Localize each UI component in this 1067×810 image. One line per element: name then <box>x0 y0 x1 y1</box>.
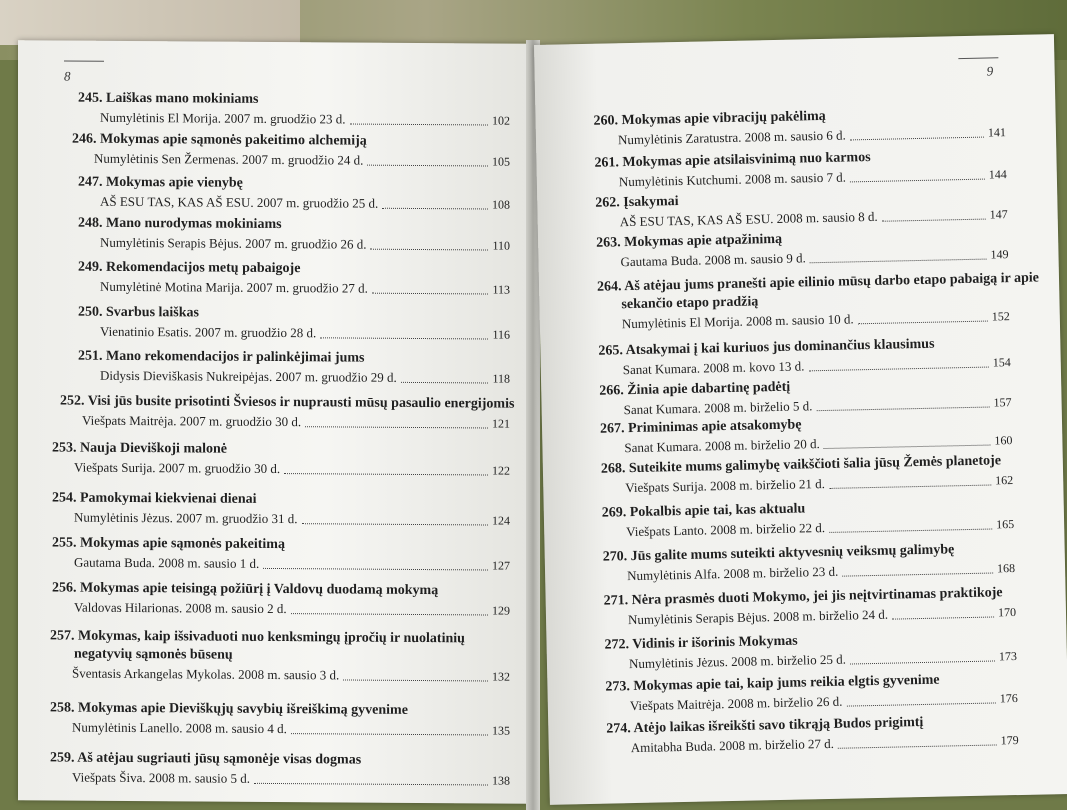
toc-entry-author: Viešpats Surija. 2007 m. gruodžio 30 d. <box>74 459 281 477</box>
toc-entry-page-number: 173 <box>998 649 1018 664</box>
dot-leader <box>401 382 489 384</box>
page-number-rule <box>64 61 104 62</box>
toc-entry-page-number: 152 <box>991 309 1010 324</box>
toc-entry-page-number: 127 <box>492 558 510 573</box>
toc-entry-page-number: 162 <box>995 473 1014 488</box>
dot-leader <box>846 702 995 706</box>
toc-entry-line <box>100 194 510 213</box>
toc-entry-title: 260. Mokymas apie vibracijų pakėlimą <box>593 108 826 129</box>
toc-entry-line <box>74 555 510 574</box>
toc-entry-author: AŠ ESU TAS, KAS AŠ ESU. 2007 m. gruodžio 25 d. <box>100 193 379 211</box>
toc-entry-title: 256. Mokymas apie teisingą požiūrį į Valdovų duodamą mokymą <box>52 580 439 599</box>
dot-leader <box>850 179 985 183</box>
toc-entry-title: 268. Suteikite mums galimybę vaikščioti šalia jūsų Žemės planetoje <box>600 453 1002 477</box>
toc-entry-author: Numylėtinis Lanello. 2008 m. sausio 4 d. <box>72 719 287 737</box>
toc-entry-title: 262. Įsakymai <box>595 194 679 211</box>
toc-entry-page-number: 113 <box>492 282 510 297</box>
toc-entry-page-number: 160 <box>994 433 1013 448</box>
toc-entry-author: Sanat Kumara. 2008 m. birželio 5 d. <box>623 398 813 418</box>
toc-entry-title: 257. Mokymas, kaip išsivaduoti nuo kenksmingų įpročių ir nuolatinių <box>50 628 465 647</box>
toc-entry-page-number: 138 <box>492 773 510 788</box>
toc-entry-page-number: 124 <box>492 513 510 528</box>
dot-leader <box>263 568 488 571</box>
toc-entry-page-number: 144 <box>988 167 1007 182</box>
toc-entry-author: Numylėtinė Motina Marija. 2007 m. gruodžio 27 d. <box>100 278 368 296</box>
dot-leader <box>850 137 984 141</box>
toc-entry-title: 270. Jūs galite mums suteikti aktyvesnių veiksmų galimybę <box>602 542 955 565</box>
dot-leader <box>343 679 488 681</box>
toc-entry-line <box>74 600 510 619</box>
toc-entry-line <box>74 510 510 529</box>
dot-leader <box>829 485 991 489</box>
dot-leader <box>320 337 488 339</box>
dot-leader <box>838 744 997 748</box>
toc-entry-line <box>94 151 510 170</box>
toc-entry-page-number: 118 <box>492 371 510 386</box>
dot-leader <box>367 165 488 167</box>
toc-entry-title: 259. Aš atėjau sugriauti jūsų sąmonėje visas dogmas <box>50 750 362 768</box>
toc-entry-author: Viešpats Šiva. 2008 m. sausio 5 d. <box>72 769 250 786</box>
toc-entry-title: 249. Rekomendacijos metų pabaigoje <box>78 259 301 277</box>
toc-entry-page-number: 122 <box>492 463 510 478</box>
toc-entry-title: 272. Vidinis ir išorinis Mokymas <box>604 633 798 653</box>
toc-entry-page-number: 105 <box>492 154 510 169</box>
toc-entry-line <box>100 368 510 387</box>
dot-leader <box>817 407 990 412</box>
toc-entry-page-number: 132 <box>492 669 510 684</box>
toc-entry-author: Numylėtinis Kutchumi. 2008 m. sausio 7 d. <box>618 169 847 190</box>
toc-entry-page-number: 129 <box>492 603 510 618</box>
toc-entry-author: Šventasis Arkangelas Mykolas. 2008 m. sausio 3 d. <box>72 665 340 683</box>
toc-entry-author: Valdovas Hilarionas. 2008 m. sausio 2 d. <box>74 599 287 617</box>
page-number: 9 <box>986 63 994 79</box>
toc-entry-page-number: 102 <box>492 113 510 128</box>
toc-entry-page-number: 149 <box>990 247 1009 262</box>
toc-entry-line <box>100 110 510 129</box>
toc-entry-page-number: 157 <box>993 395 1012 410</box>
toc-entry-author: Viešpats Maitrėja. 2007 m. gruodžio 30 d. <box>82 412 302 430</box>
toc-entry-page-number: 135 <box>492 723 510 738</box>
toc-entry-line <box>72 666 510 685</box>
toc-entry-page-number: 121 <box>492 416 510 431</box>
toc-entry-author: Numylėtinis El Morija. 2008 m. sausio 10 d. <box>621 311 854 332</box>
toc-entry-author: Numylėtinis Jėzus. 2008 m. birželio 25 d. <box>628 651 847 672</box>
toc-entry-author: Vienatinio Esatis. 2007 m. gruodžio 28 d. <box>100 323 317 341</box>
toc-entry-author: Viešpats Surija. 2008 m. birželio 21 d. <box>625 476 826 496</box>
toc-entry-title: 253. Nauja Dieviškoji malonė <box>52 440 227 457</box>
toc-entry-title: 269. Pokalbis apie tai, kas aktualu <box>601 501 806 521</box>
toc-entry-author: Amitabha Buda. 2008 m. birželio 27 d. <box>630 735 835 756</box>
toc-entry-title: 267. Priminimas apie atsakomybę <box>599 417 802 437</box>
toc-entry-author: Sanat Kumara. 2008 m. birželio 20 d. <box>624 436 820 456</box>
toc-entry-title: 246. Mokymas apie sąmonės pakeitimo alchemiją <box>72 131 367 149</box>
dot-leader <box>808 367 988 372</box>
toc-entry-title: 273. Mokymas apie tai, kaip jums reikia elgtis gyvenime <box>605 672 940 695</box>
toc-entry-page-number: 154 <box>992 355 1011 370</box>
dot-leader <box>850 660 995 664</box>
dot-leader <box>858 321 988 325</box>
toc-entry-line <box>100 235 510 254</box>
page-number-rule <box>958 57 998 59</box>
dot-leader <box>284 473 488 475</box>
toc-entry-page-number: 116 <box>492 327 510 342</box>
dot-leader <box>305 426 488 428</box>
dot-leader <box>291 733 488 735</box>
dot-leader <box>291 613 488 615</box>
toc-entry-title: 245. Laiškas mano mokiniams <box>78 90 259 107</box>
dot-leader <box>370 249 488 251</box>
toc-entry-author: AŠ ESU TAS, KAS AŠ ESU. 2008 m. sausio 8 d. <box>619 208 878 230</box>
toc-entry-page-number: 147 <box>989 207 1008 222</box>
toc-entry-title: 251. Mano rekomendacijos ir palinkėjimai jums <box>78 348 365 366</box>
toc-entry-author: Didysis Dieviškasis Nukreipėjas. 2007 m. gruodžio 29 d. <box>100 367 397 385</box>
toc-entry-page-number: 179 <box>1000 733 1019 748</box>
toc-entry-page-number: 108 <box>492 197 510 212</box>
toc-entry-author: Numylėtinis Jėzus. 2007 m. gruodžio 31 d. <box>74 509 298 527</box>
toc-entry-title: 265. Atsakymai į kai kuriuos jus dominančius klausimus <box>598 336 935 359</box>
toc-entry-title: 250. Svarbus laiškas <box>78 304 199 321</box>
toc-entry-page-number: 176 <box>999 691 1018 706</box>
toc-entry-line <box>82 413 510 432</box>
dot-leader <box>810 259 987 264</box>
toc-entry-author: Numylėtinis El Morija. 2007 m. gruodžio 23 d. <box>100 109 346 127</box>
dot-leader <box>882 219 986 222</box>
dot-leader <box>842 573 993 577</box>
toc-entry-title: 255. Mokymas apie sąmonės pakeitimą <box>52 535 285 553</box>
toc-entry-title: 264. Aš atėjau jums pranešti apie eilinio mūsų darbo etapo pabaigą ir apie <box>596 270 1040 295</box>
toc-entry-author: Numylėtinis Alfa. 2008 m. birželio 23 d. <box>626 563 839 584</box>
page-number: 8 <box>64 68 71 84</box>
toc-entry-line <box>72 720 510 739</box>
toc-entry-author: Numylėtinis Serapis Bėjus. 2008 m. birželio 24 d. <box>627 606 889 628</box>
toc-entry-title: 266. Žinia apie dabartinę padėtį <box>599 379 791 399</box>
toc-entry-title: 261. Mokymas apie atsilaisvinimą nuo karmos <box>594 149 871 171</box>
left-page <box>18 40 531 804</box>
toc-entry-page-number: 168 <box>996 561 1016 576</box>
toc-entry-page-number: 141 <box>987 125 1007 140</box>
toc-entry-author: Numylėtinis Sen Žermenas. 2007 m. gruodžio 24 d. <box>94 150 364 168</box>
dot-leader <box>254 783 488 786</box>
toc-entry-title: 254. Pamokymai kiekvienai dienai <box>52 490 257 507</box>
toc-entry-title: 263. Mokymas apie atpažinimą <box>596 231 783 251</box>
toc-entry-line <box>100 279 510 298</box>
toc-entry-page-number: 170 <box>997 605 1017 620</box>
background-table <box>0 0 300 45</box>
dot-leader <box>350 124 488 126</box>
dot-leader <box>824 445 991 449</box>
toc-entry-title: 248. Mano nurodymas mokiniams <box>78 215 282 233</box>
toc-entry-title-continued: negatyvių sąmonės būsenų <box>74 646 233 663</box>
right-page <box>534 34 1067 805</box>
dot-leader <box>829 529 992 533</box>
toc-entry-line <box>100 324 510 343</box>
toc-entry-author: Viešpats Lanto. 2008 m. birželio 22 d. <box>626 520 826 540</box>
toc-entry-author: Numylėtinis Serapis Bėjus. 2007 m. gruodžio 26 d. <box>100 234 367 252</box>
dot-leader <box>892 616 994 619</box>
toc-entry-title: 258. Mokymas apie Dieviškųjų savybių išreiškimą gyvenime <box>50 700 408 718</box>
toc-entry-page-number: 110 <box>492 238 510 253</box>
toc-entry-author: Sanat Kumara. 2008 m. kovo 13 d. <box>622 358 805 378</box>
toc-entry-page-number: 165 <box>995 517 1015 532</box>
toc-entry-title-continued: sekančio etapo pradžią <box>621 294 759 313</box>
toc-entry-author: Gautama Buda. 2008 m. sausio 9 d. <box>620 250 806 270</box>
toc-entry-title: 247. Mokymas apie vienybę <box>78 174 243 191</box>
dot-leader <box>302 523 488 525</box>
toc-entry-title: 274. Atėjo laikas išreikšti savo tikrąją Budos prigimtį <box>606 714 924 737</box>
toc-entry-title: 271. Nėra prasmės duoti Mokymo, jei jis neįtvirtinamas praktikoje <box>603 585 1003 609</box>
toc-entry-author: Gautama Buda. 2008 m. sausio 1 d. <box>74 554 260 571</box>
dot-leader <box>382 208 488 210</box>
toc-entry-author: Numylėtinis Zaratustra. 2008 m. sausio 6 d. <box>617 127 846 148</box>
toc-entry-line <box>72 770 510 789</box>
toc-entry-author: Viešpats Maitrėja. 2008 m. birželio 26 d. <box>629 693 843 714</box>
toc-entry-title: 252. Visi jūs busite prisotinti Šviesos ir nuprausti mūsų pasaulio energijomis <box>60 393 515 412</box>
dot-leader <box>372 293 489 295</box>
toc-entry-line <box>74 460 510 479</box>
